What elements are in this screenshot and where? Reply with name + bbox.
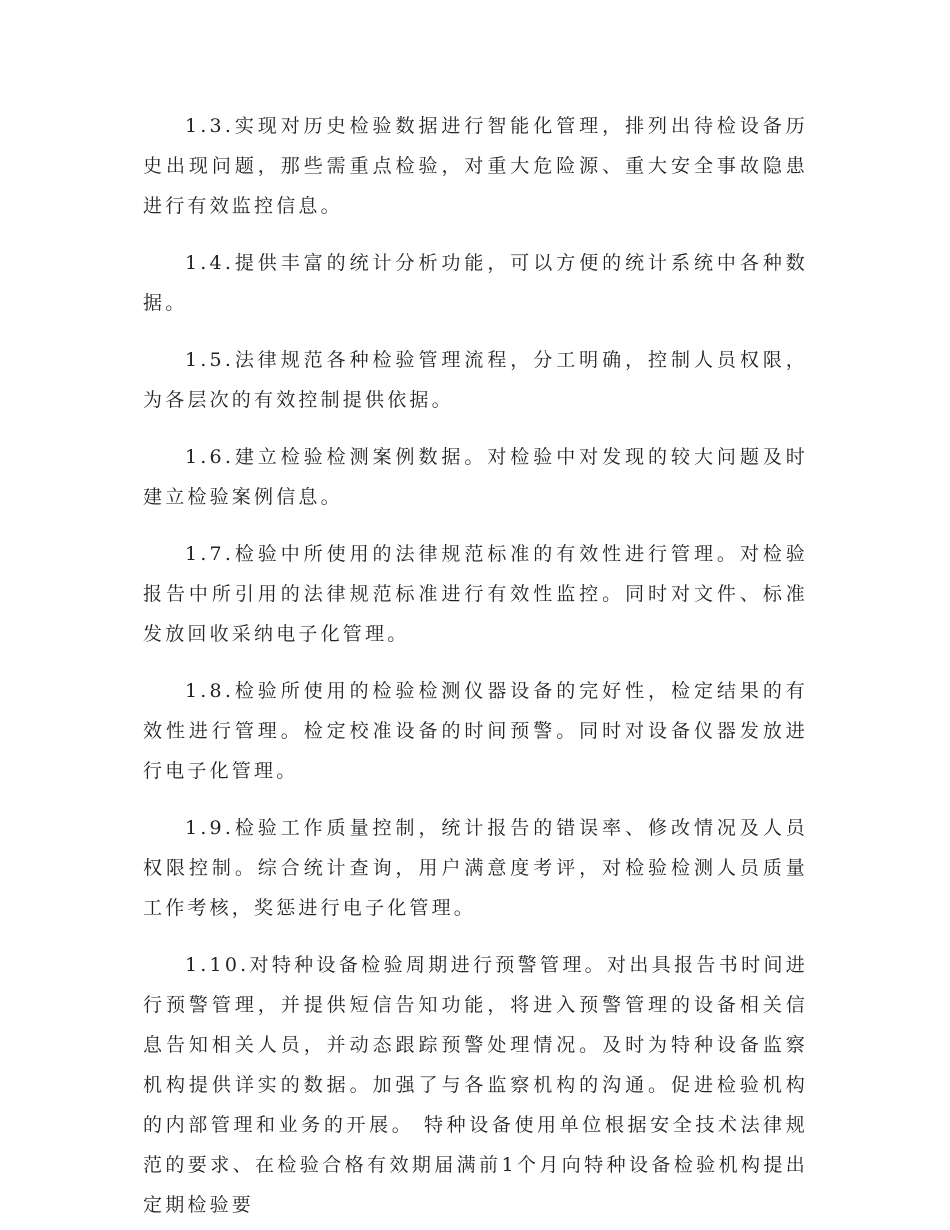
paragraph-1-5: 1.5.法律规范各种检验管理流程，分工明确，控制人员权限，为各层次的有效控制提供依据。 (143, 349, 808, 411)
paragraph-1-3: 1.3.实现对历史检验数据进行智能化管理，排列出待检设备历史出现问题，那些需重点检验，对重大危险源、重大安全事故隐患进行有效监控信息。 (143, 115, 808, 217)
paragraph-1-4: 1.4.提供丰富的统计分析功能，可以方便的统计系统中各种数据。 (143, 252, 808, 314)
paragraph-1-6: 1.6.建立检验检测案例数据。对检验中对发现的较大问题及时建立检验案例信息。 (143, 446, 808, 508)
paragraph-1-7: 1.7.检验中所使用的法律规范标准的有效性进行管理。对检验报告中所引用的法律规范标准进行有效性监控。同时对文件、标准发放回收采纳电子化管理。 (143, 543, 808, 645)
paragraph-1-8: 1.8.检验所使用的检验检测仪器设备的完好性，检定结果的有效性进行管理。检定校准设备的时间预警。同时对设备仪器发放进行电子化管理。 (143, 680, 808, 782)
paragraph-1-10: 1.10.对特种设备检验周期进行预警管理。对出具报告书时间进行预警管理，并提供短信告知功能，将进入预警管理的设备相关信息告知相关人员，并动态跟踪预警处理情况。及时为特种设备监察机构提供详实的数据。加强了与各监察机构的沟通。促进检验机构的内部管理和业务的开展。 特种设备使用单位根据安全技术法律规范的要求、在检验合格有效期届满前1个月向特种设备检验机构提出定期检验要 (143, 954, 808, 1216)
document-body (143, 106, 808, 1225)
paragraph-1-9: 1.9.检验工作质量控制，统计报告的错误率、修改情况及人员权限控制。综合统计查询，用户满意度考评，对检验检测人员质量工作考核，奖惩进行电子化管理。 (143, 817, 808, 919)
